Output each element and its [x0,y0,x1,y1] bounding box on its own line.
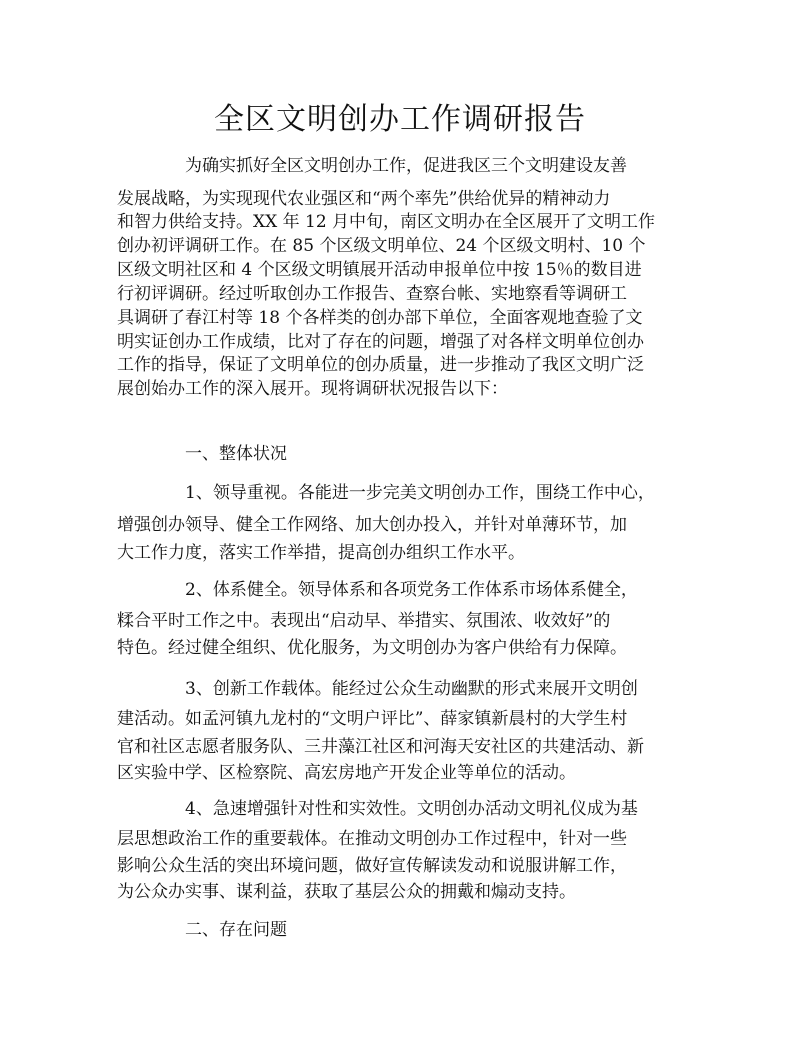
item2-line-1: 2、体系健全。领导体系和各项党务工作体系市场体系健全， [185,580,638,600]
item3-line-1: 3、创新工作载体。能经过公众生动幽默的形式来展开文明创 [185,679,638,699]
item4-line-2: 层思想政治工作的重要载体。在推动文明创办工作过程中，针对一些 [117,829,627,849]
intro-line-1: 为确实抓好全区文明创办工作，促进我区三个文明建设友善 [185,156,627,176]
item3-line-2: 建活动。如孟河镇九龙村的“文明户评比”、薛家镇新晨村的大学生村 [117,709,628,729]
document-title: 全区文明创办工作调研报告 [214,102,586,137]
item1-line-2: 增强创办领导、健全工作网络、加大创办投入，并针对单薄环节，加 [117,515,627,535]
intro-line-5: 区级文明社区和 4 个区级文明镇展开活动申报单位中按 15％的数目进 [117,260,642,280]
intro-line-2: 发展战略，为实现现代农业强区和“两个率先”供给优异的精神动力 [117,189,611,209]
intro-line-10: 展创始办工作的深入展开。现将调研状况报告以下： [117,379,508,399]
item1-line-3: 大工作力度，落实工作举措，提高创办组织工作水平。 [117,543,525,563]
intro-line-7: 具调研了春江村等 18 个各样类的创办部下单位，全面客观地查验了文 [117,308,643,328]
item1-line-1: 1、领导重视。各能进一步完美文明创办工作，围绕工作中心， [185,483,655,503]
item4-line-4: 为公众办实事、谋利益，获取了基层公众的拥戴和煽动支持。 [117,882,576,902]
section-heading-overview: 一、整体状况 [185,444,287,464]
section-heading-problems: 二、存在问题 [185,920,287,940]
item4-line-1: 4、急速增强针对性和实效性。文明创办活动文明礼仪成为基 [185,799,638,819]
item3-line-3: 官和社区志愿者服务队、三井藻江社区和河海天安社区的共建活动、新 [117,737,644,757]
intro-line-8: 明实证创办工作成绩，比对了存在的问题，增强了对各样文明单位创办 [117,332,644,352]
item3-line-4: 区实验中学、区检察院、高宏房地产开发企业等单位的活动。 [117,763,576,783]
item2-line-3: 特色。经过健全组织、优化服务，为文明创办为客户供给有力保障。 [117,638,627,658]
item2-line-2: 糅合平时工作之中。表现出“启动早、举措实、氛围浓、收效好”的 [117,611,611,631]
intro-line-6: 行初评调研。经过听取创办工作报告、查察台帐、实地察看等调研工 [117,284,627,304]
intro-line-9: 工作的指导，保证了文明单位的创办质量，进一步推动了我区文明广泛 [117,355,644,375]
item4-line-3: 影响公众生活的突出环境问题，做好宣传解读发动和说服讲解工作， [117,856,627,876]
intro-line-3: 和智力供给支持。XX 年 12 月中旬，南区文明办在全区展开了文明工作 [117,212,656,232]
intro-line-4: 创办初评调研工作。在 85 个区级文明单位、24 个区级文明村、10 个 [117,236,646,256]
